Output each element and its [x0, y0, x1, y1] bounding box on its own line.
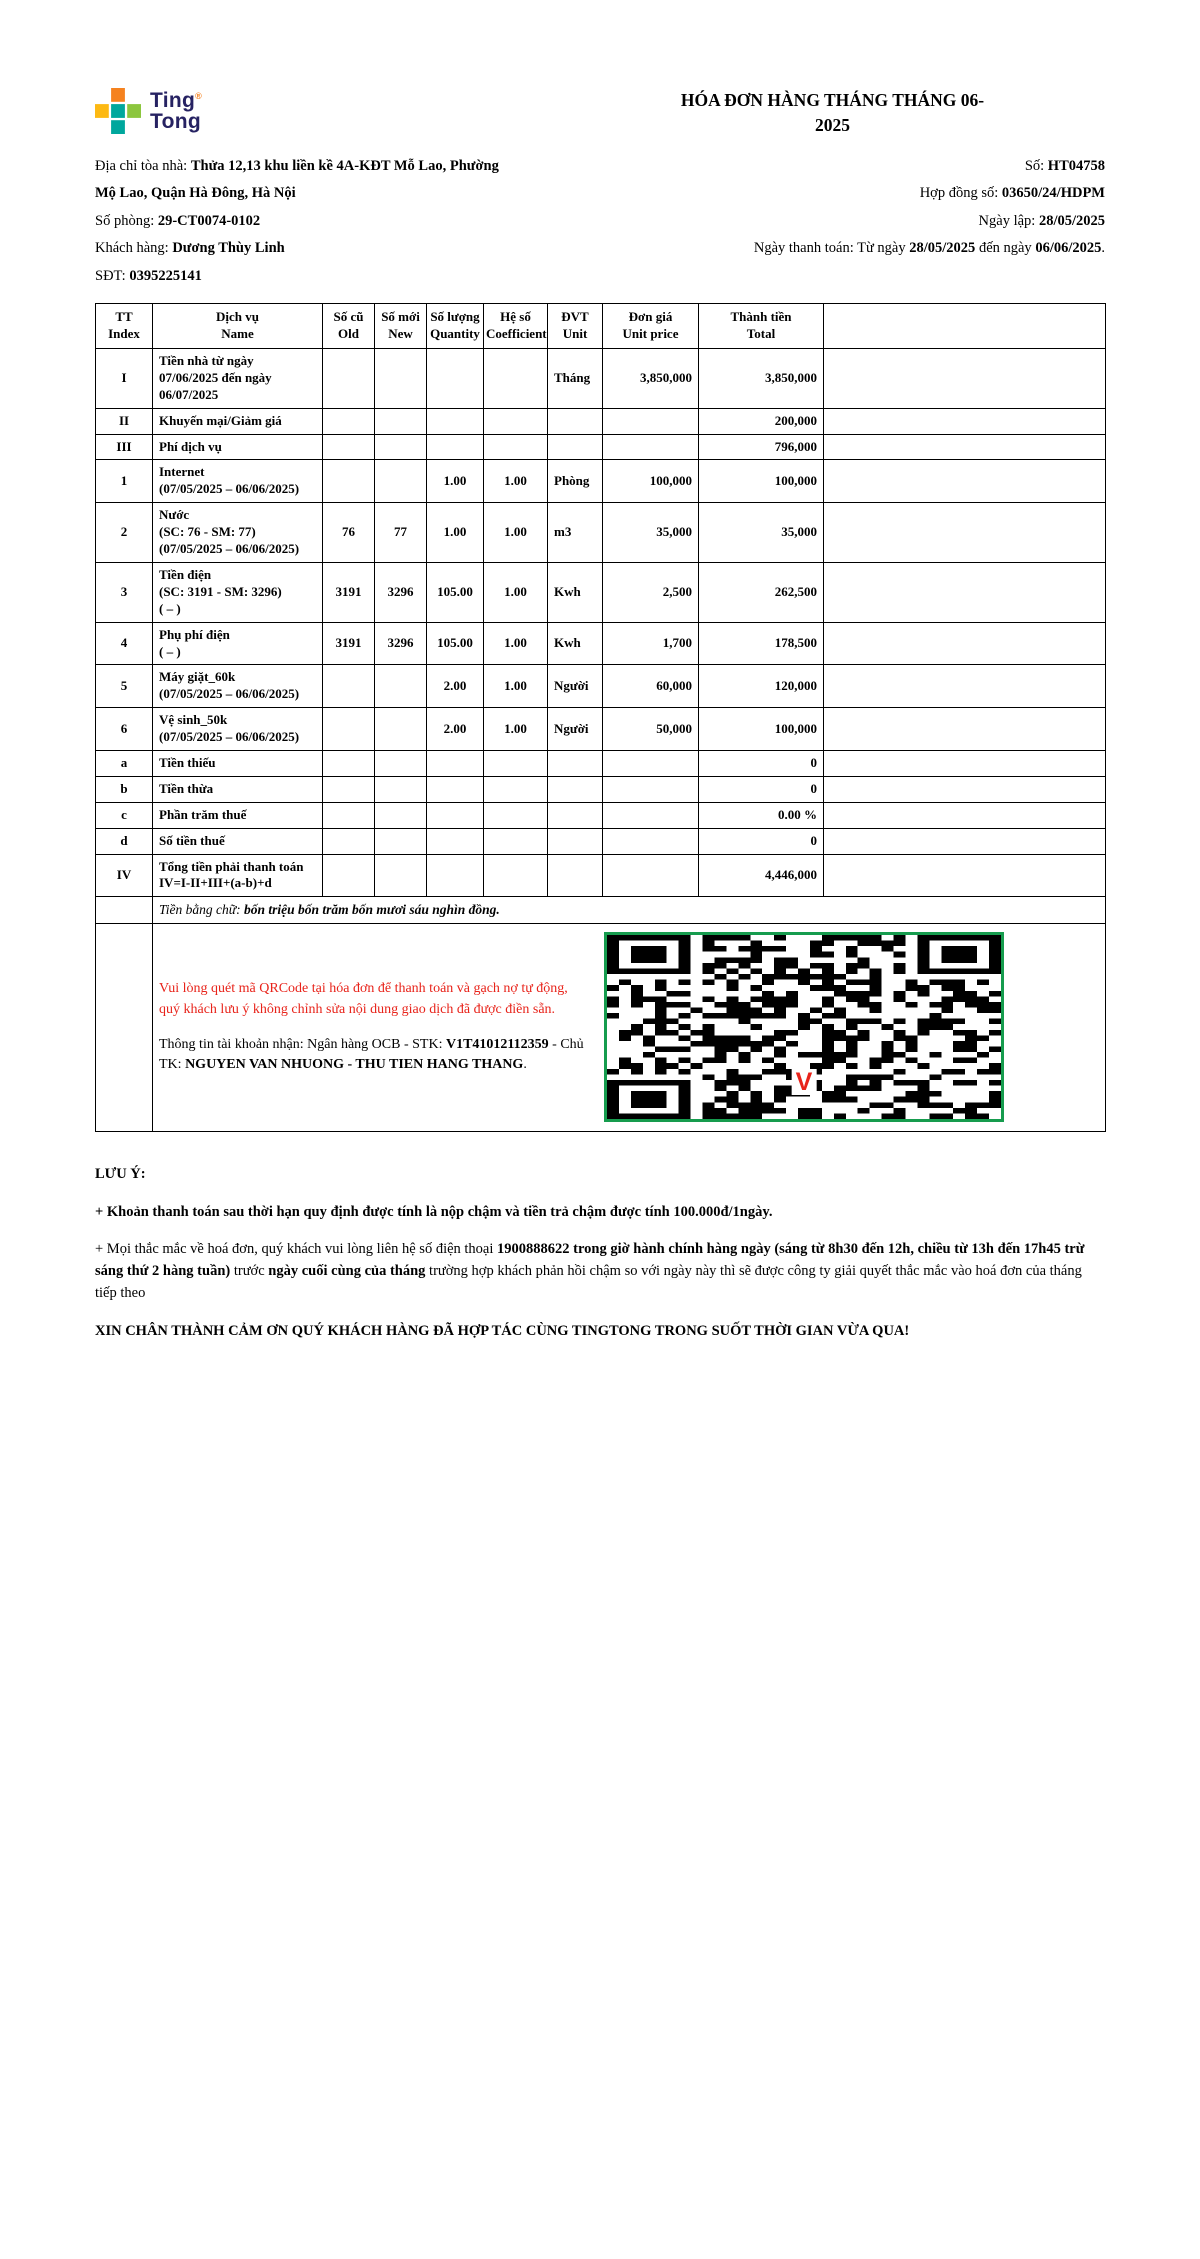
- notes-title: LƯU Ý:: [95, 1165, 146, 1182]
- cell-unit: [548, 854, 603, 897]
- cell-price: 100,000: [603, 460, 699, 503]
- text-segment: trước: [230, 1263, 269, 1280]
- cell-unit: Tháng: [548, 349, 603, 409]
- cell-idx: c: [96, 802, 153, 828]
- text-segment: đến ngày: [975, 240, 1036, 257]
- service-line: Tiền thiếu: [159, 754, 216, 770]
- cell-price: [603, 802, 699, 828]
- table-row: [96, 828, 1106, 854]
- qr-bank-logo: V: [792, 1069, 817, 1095]
- cell-total: 0: [699, 828, 824, 854]
- cell-sp: [824, 854, 1106, 897]
- cell-unit: Kwh: [548, 562, 603, 622]
- cell-sp: [824, 776, 1106, 802]
- text-segment: Số phòng:: [95, 212, 158, 229]
- cell-coef: [484, 434, 548, 460]
- cell-idx: d: [96, 828, 153, 854]
- column-header: Hệ số Coefficient: [484, 304, 548, 349]
- cell-coef: [484, 854, 548, 897]
- cell-new: 3296: [375, 562, 427, 622]
- cell-unit: Người: [548, 665, 603, 708]
- service-line: Phụ phí điện: [159, 626, 230, 642]
- cell-unit: [548, 750, 603, 776]
- cell-price: [603, 854, 699, 897]
- cell-new: [375, 828, 427, 854]
- invoice-title-line2: 2025: [815, 115, 850, 136]
- cell-new: [375, 665, 427, 708]
- cell-price: [603, 828, 699, 854]
- cell-coef: 1.00: [484, 562, 548, 622]
- service-line: ( – ): [159, 643, 181, 659]
- bank-account-info: [159, 1035, 591, 1076]
- cell-sp: [824, 460, 1106, 503]
- table-row: [96, 349, 1106, 409]
- cell-sp: [824, 408, 1106, 434]
- cell-old: [323, 665, 375, 708]
- service-line: Số tiền thuế: [159, 832, 225, 848]
- invoice-number: [754, 153, 1105, 181]
- cell-unit: Kwh: [548, 622, 603, 665]
- cell-old: [323, 828, 375, 854]
- amount-words-value: bốn triệu bốn trăm bốn mươi sáu nghìn đồng.: [243, 902, 500, 918]
- cell-idx: 3: [96, 562, 153, 622]
- text-segment: - Chủ TK:: [159, 1036, 584, 1073]
- service-line: (07/05/2025 – 06/06/2025): [159, 541, 300, 557]
- table-row: [96, 408, 1106, 434]
- payment-period: [754, 235, 1105, 263]
- note-late-payment: [95, 1202, 1105, 1224]
- cell-coef: [484, 828, 548, 854]
- cell-idx: I: [96, 349, 153, 409]
- qr-texts: [159, 979, 591, 1075]
- cell-coef: [484, 408, 548, 434]
- cell-qty: [427, 349, 484, 409]
- cell-name: [153, 408, 323, 434]
- building-address: [95, 153, 507, 208]
- cell-new: 77: [375, 503, 427, 563]
- cell-qty: [427, 802, 484, 828]
- cell-idx: 6: [96, 708, 153, 751]
- text-segment: 03650/24/HDPM: [1001, 185, 1105, 202]
- amount-words-row: [96, 897, 1106, 924]
- cell-old: [323, 802, 375, 828]
- cell-coef: 1.00: [484, 665, 548, 708]
- amount-in-words: [153, 897, 1106, 924]
- cell-sp: [824, 665, 1106, 708]
- cell-unit: [548, 434, 603, 460]
- thanks-message: [95, 1321, 1105, 1343]
- table-row: [96, 665, 1106, 708]
- cell-total: 178,500: [699, 622, 824, 665]
- cell-coef: [484, 349, 548, 409]
- cell-old: [323, 750, 375, 776]
- service-line: Nước: [159, 507, 190, 523]
- service-line: (07/05/2025 – 06/06/2025): [159, 729, 300, 745]
- brand-wordmark: [150, 90, 202, 133]
- cell-qty: 1.00: [427, 460, 484, 503]
- cell-sp: [824, 708, 1106, 751]
- text-segment: Khoản thanh toán sau thời hạn quy định được tính là nộp chậm và tiền trả chậm được tính 100.000đ/1ngày.: [106, 1203, 773, 1220]
- cell-idx: III: [96, 434, 153, 460]
- cell-name: [153, 562, 323, 622]
- cell-unit: [548, 802, 603, 828]
- cell-total: 4,446,000: [699, 854, 824, 897]
- cell-name: [153, 802, 323, 828]
- text-segment: ngày cuối cùng của tháng: [268, 1263, 426, 1280]
- cell-new: [375, 802, 427, 828]
- service-line: Tiền thừa: [159, 780, 214, 796]
- column-header: Dịch vụ Name: [153, 304, 323, 349]
- qr-code: [604, 932, 1004, 1122]
- text-segment: Số:: [1024, 157, 1048, 174]
- cell-qty: 2.00: [427, 708, 484, 751]
- service-line: Tiền nhà từ ngày 07/06/2025 đến ngày 06/07/2025: [159, 353, 272, 402]
- invoice-title-line1: HÓA ĐƠN HÀNG THÁNG THÁNG 06-: [680, 90, 985, 110]
- qr-instruction: Vui lòng quét mã QRCode tại hóa đơn để thanh toán và gạch nợ tự động, quý khách lưu ý không chỉnh sửa nội dung giao dịch đã được điền sẵn.: [159, 981, 568, 1017]
- text-segment: XIN CHÂN THÀNH CẢM ƠN QUÝ KHÁCH HÀNG ĐÃ HỢP TÁC CÙNG TINGTONG TRONG SUỐT THỜI GIAN VỪA QUA!: [95, 1322, 910, 1339]
- invoice-table: [95, 303, 1106, 1132]
- invoice-title: [560, 88, 1105, 139]
- cell-new: [375, 408, 427, 434]
- cell-qty: 105.00: [427, 622, 484, 665]
- service-line: Phí dịch vụ: [159, 438, 222, 454]
- cell-old: [323, 776, 375, 802]
- cell-idx: 4: [96, 622, 153, 665]
- cell-idx: a: [96, 750, 153, 776]
- cell-qty: [427, 776, 484, 802]
- registered-mark: ®: [195, 90, 203, 101]
- qr-section: [153, 923, 1106, 1131]
- table-row: [96, 750, 1106, 776]
- text-segment: V1T41012112359: [445, 1036, 549, 1052]
- text-segment: 28/05/2025: [1038, 212, 1105, 229]
- cell-total: 35,000: [699, 503, 824, 563]
- cell-coef: [484, 750, 548, 776]
- cell-old: 3191: [323, 622, 375, 665]
- text-segment: Hợp đồng số:: [919, 185, 1002, 202]
- invoice-table-extra: [96, 897, 1106, 1132]
- text-segment: +: [95, 1203, 107, 1220]
- service-line: Internet: [159, 464, 205, 480]
- column-header: ĐVT Unit: [548, 304, 603, 349]
- cell-unit: Phòng: [548, 460, 603, 503]
- cell-sp: [824, 750, 1106, 776]
- cell-price: 3,850,000: [603, 349, 699, 409]
- cell-coef: [484, 802, 548, 828]
- text-segment: HT04758: [1047, 157, 1105, 174]
- service-line: Phần trăm thuế: [159, 806, 247, 822]
- cell-name: [153, 349, 323, 409]
- cell-new: [375, 750, 427, 776]
- cell-empty: [96, 923, 153, 1131]
- column-header: TT Index: [96, 304, 153, 349]
- table-header-row: [96, 304, 1106, 349]
- text-segment: NGUYEN VAN NHUONG - THU TIEN HANG THANG: [185, 1057, 524, 1073]
- note-contact: [95, 1239, 1105, 1304]
- service-line: Vệ sinh_50k: [159, 712, 228, 728]
- invoice-meta: [754, 153, 1105, 291]
- text-segment: Ngày thanh toán: Từ ngày: [753, 240, 910, 257]
- cell-coef: [484, 776, 548, 802]
- cell-idx: IV: [96, 854, 153, 897]
- cell-qty: [427, 408, 484, 434]
- cell-total: 0.00 %: [699, 802, 824, 828]
- tingtong-logo: [95, 88, 202, 134]
- cell-unit: m3: [548, 503, 603, 563]
- cell-idx: 1: [96, 460, 153, 503]
- cell-price: 35,000: [603, 503, 699, 563]
- page-header: [95, 88, 1105, 139]
- text-segment: Thửa 12,13 khu liền kề 4A-KĐT Mỗ Lao, Phường Mộ Lao, Quận Hà Đông, Hà Nội: [95, 157, 499, 202]
- cell-sp: [824, 503, 1106, 563]
- cell-total: 3,850,000: [699, 349, 824, 409]
- text-segment: Khách hàng:: [95, 240, 173, 257]
- cell-new: [375, 708, 427, 751]
- cell-old: [323, 349, 375, 409]
- cell-price: 60,000: [603, 665, 699, 708]
- table-row: [96, 503, 1106, 563]
- cell-qty: 2.00: [427, 665, 484, 708]
- cell-new: [375, 349, 427, 409]
- cell-old: [323, 434, 375, 460]
- cell-price: 1,700: [603, 622, 699, 665]
- cell-coef: 1.00: [484, 503, 548, 563]
- service-line: Tổng tiền phải thanh toán: [159, 858, 304, 874]
- customer-phone: [95, 263, 507, 291]
- cell-name: [153, 828, 323, 854]
- invoice-info: [95, 153, 1105, 291]
- cell-total: 262,500: [699, 562, 824, 622]
- table-row: [96, 854, 1106, 897]
- invoice-table-body: [96, 349, 1106, 897]
- cell-total: 0: [699, 750, 824, 776]
- cell-empty: [96, 897, 153, 924]
- text-segment: SĐT:: [95, 267, 130, 284]
- service-line: ( – ): [159, 600, 181, 616]
- cell-old: [323, 460, 375, 503]
- column-header: Số lượng Quantity: [427, 304, 484, 349]
- text-segment: Ngày lập:: [978, 212, 1039, 229]
- table-row: [96, 776, 1106, 802]
- cell-price: [603, 776, 699, 802]
- cell-name: [153, 708, 323, 751]
- text-segment: 28/05/2025: [909, 240, 976, 257]
- cell-name: [153, 750, 323, 776]
- column-header: Số cũ Old: [323, 304, 375, 349]
- text-segment: .: [523, 1057, 527, 1073]
- cell-unit: [548, 776, 603, 802]
- cell-qty: [427, 750, 484, 776]
- text-segment: 29-CT0074-0102: [157, 212, 261, 229]
- service-line: (SC: 76 - SM: 77): [159, 524, 256, 540]
- text-segment: Thông tin tài khoản nhận: Ngân hàng OCB - STK:: [159, 1036, 446, 1052]
- cell-total: 200,000: [699, 408, 824, 434]
- customer-info: [95, 153, 507, 291]
- text-segment: 06/06/2025: [1035, 240, 1102, 257]
- text-segment: Dương Thùy Linh: [172, 240, 285, 257]
- cell-price: [603, 408, 699, 434]
- cell-total: 100,000: [699, 708, 824, 751]
- cell-new: [375, 460, 427, 503]
- cell-old: [323, 408, 375, 434]
- cell-price: 50,000: [603, 708, 699, 751]
- contract-number: [754, 180, 1105, 208]
- service-line: Khuyến mại/Giảm giá: [159, 412, 282, 428]
- cell-price: [603, 750, 699, 776]
- column-header: Đơn giá Unit price: [603, 304, 699, 349]
- cell-name: [153, 665, 323, 708]
- cell-unit: [548, 408, 603, 434]
- text-segment: 1900888622 trong giờ hành chính hàng ngày (sáng từ 8h30 đến 12h, chiều từ 13h đến 17h45 trừ sáng thứ 2 hàng tuần): [95, 1241, 1085, 1280]
- table-row: [96, 802, 1106, 828]
- cell-new: [375, 434, 427, 460]
- cell-coef: 1.00: [484, 460, 548, 503]
- service-line: Tiền điện: [159, 566, 212, 582]
- cell-unit: [548, 828, 603, 854]
- cell-coef: 1.00: [484, 708, 548, 751]
- issue-date: [754, 208, 1105, 236]
- column-header: Số mới New: [375, 304, 427, 349]
- cell-total: 120,000: [699, 665, 824, 708]
- cell-qty: 105.00: [427, 562, 484, 622]
- cell-coef: 1.00: [484, 622, 548, 665]
- service-line: (07/05/2025 – 06/06/2025): [159, 686, 300, 702]
- cell-old: [323, 854, 375, 897]
- cell-total: 796,000: [699, 434, 824, 460]
- cell-idx: 2: [96, 503, 153, 563]
- text-segment: + Mọi thắc mắc về hoá đơn, quý khách vui lòng liên hệ số điện thoại: [95, 1241, 498, 1258]
- cell-idx: b: [96, 776, 153, 802]
- cell-name: [153, 776, 323, 802]
- cell-name: [153, 622, 323, 665]
- cell-new: [375, 776, 427, 802]
- column-header: Thành tiền Total: [699, 304, 824, 349]
- cell-old: 3191: [323, 562, 375, 622]
- cell-qty: [427, 434, 484, 460]
- qr-row: [96, 923, 1106, 1131]
- service-line: IV=I-II+III+(a-b)+d: [159, 875, 272, 891]
- service-line: Máy giặt_60k: [159, 669, 236, 685]
- cell-sp: [824, 828, 1106, 854]
- cell-name: [153, 434, 323, 460]
- cell-sp: [824, 562, 1106, 622]
- cell-name: [153, 854, 323, 897]
- cell-old: 76: [323, 503, 375, 563]
- service-line: (SC: 3191 - SM: 3296): [159, 583, 282, 599]
- cell-qty: 1.00: [427, 503, 484, 563]
- text-segment: Địa chỉ tòa nhà:: [95, 157, 191, 174]
- amount-words-label: Tiền bằng chữ:: [159, 902, 244, 918]
- tingtong-logo-icon: [95, 88, 141, 134]
- brand-word-tong: Tong: [150, 110, 201, 133]
- cell-idx: 5: [96, 665, 153, 708]
- text-segment: trường hợp khách phản hồi chậm so với ngày này thì sẽ được công ty giải quyết thắc mắc vào hoá đơn của tháng tiếp theo: [95, 1263, 1082, 1301]
- cell-sp: [824, 622, 1106, 665]
- text-segment: .: [1101, 240, 1105, 257]
- cell-unit: Người: [548, 708, 603, 751]
- footer-notes: [95, 1164, 1105, 1343]
- cell-old: [323, 708, 375, 751]
- room-number: [95, 208, 507, 236]
- cell-idx: II: [96, 408, 153, 434]
- cell-qty: [427, 828, 484, 854]
- cell-name: [153, 503, 323, 563]
- cell-name: [153, 460, 323, 503]
- table-row: [96, 460, 1106, 503]
- table-row: [96, 708, 1106, 751]
- service-line: (07/05/2025 – 06/06/2025): [159, 481, 300, 497]
- cell-new: [375, 854, 427, 897]
- text-segment: 0395225141: [129, 267, 202, 284]
- cell-price: 2,500: [603, 562, 699, 622]
- cell-total: 0: [699, 776, 824, 802]
- table-row: [96, 434, 1106, 460]
- cell-price: [603, 434, 699, 460]
- cell-total: 100,000: [699, 460, 824, 503]
- cell-sp: [824, 802, 1106, 828]
- brand-word-ting: Ting: [150, 88, 196, 112]
- cell-new: 3296: [375, 622, 427, 665]
- table-row: [96, 562, 1106, 622]
- table-row: [96, 622, 1106, 665]
- customer-name: [95, 235, 507, 263]
- cell-qty: [427, 854, 484, 897]
- cell-sp: [824, 434, 1106, 460]
- column-header: [824, 304, 1106, 349]
- cell-sp: [824, 349, 1106, 409]
